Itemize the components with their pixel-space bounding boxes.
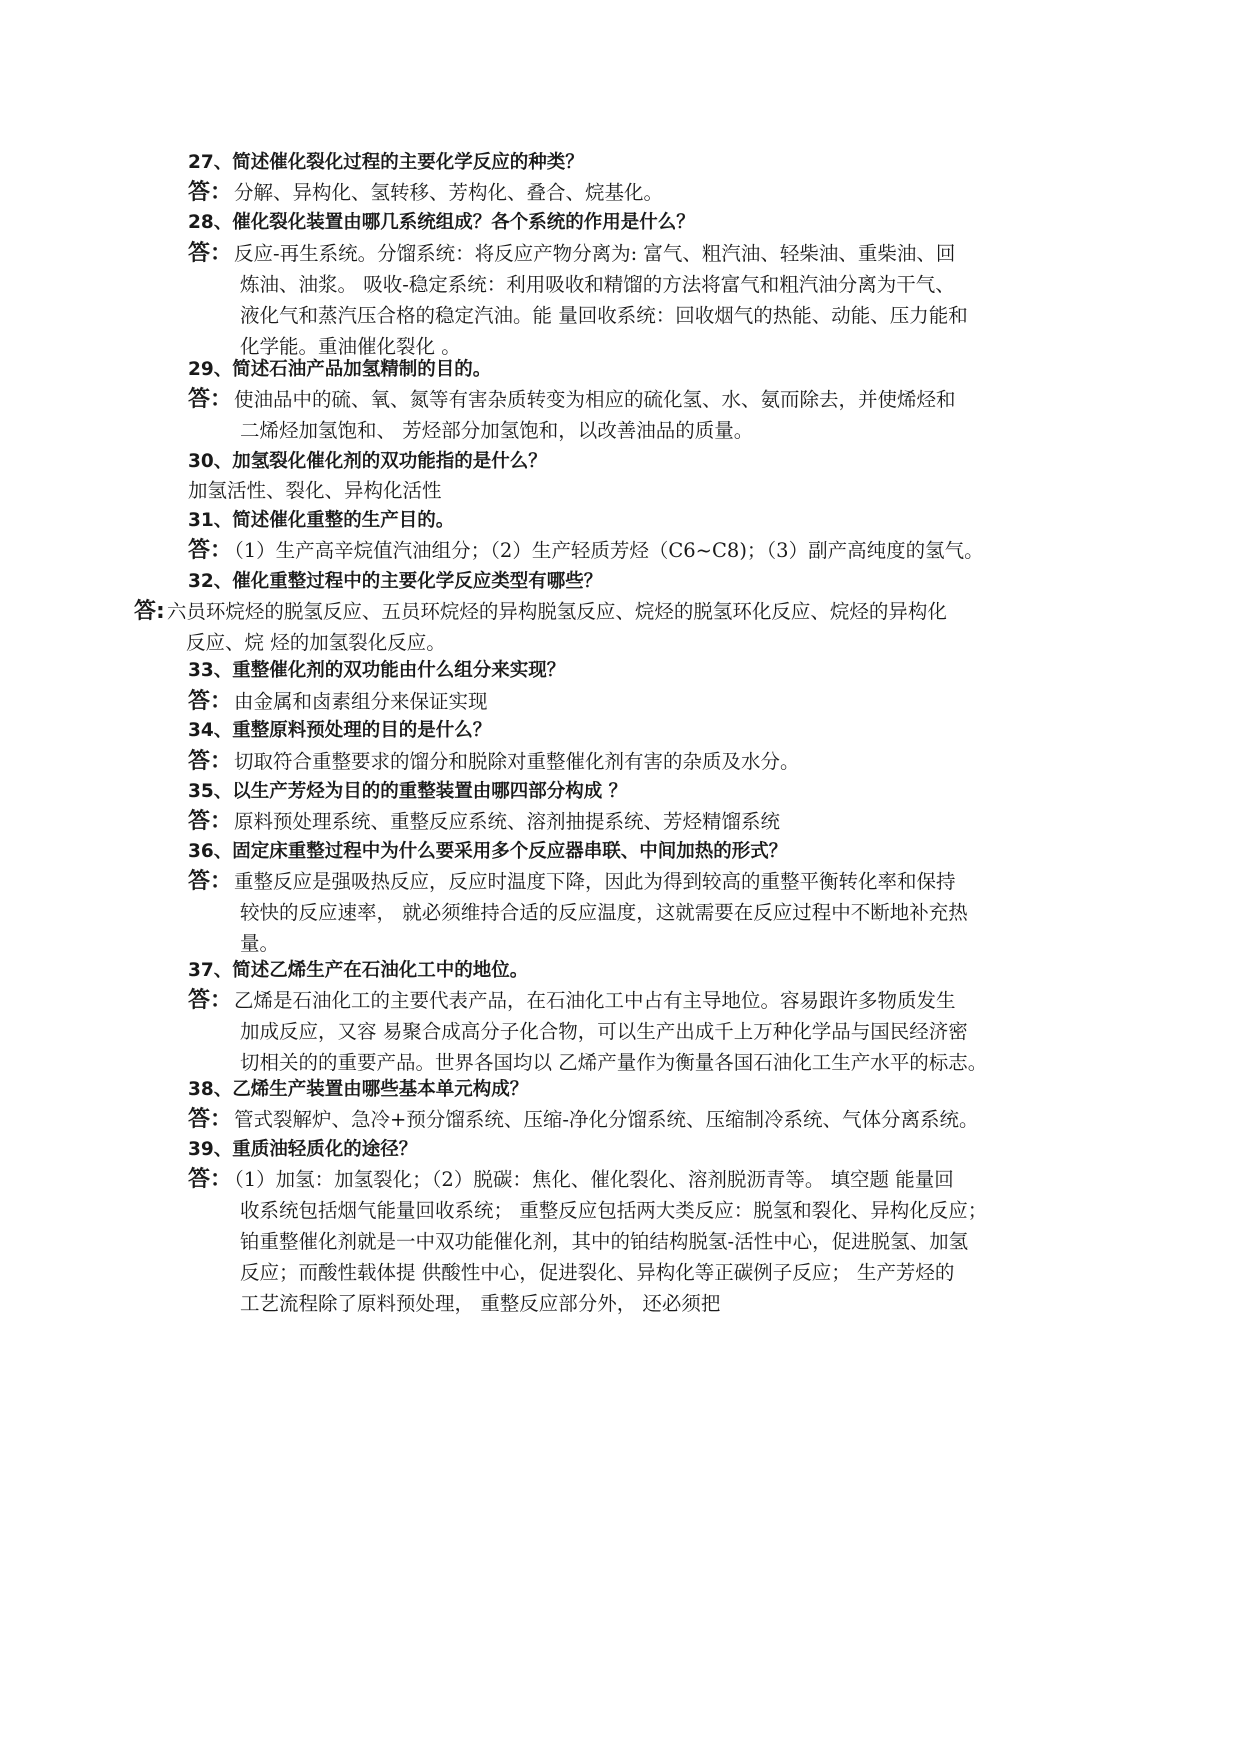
- answer-33: [188, 686, 1068, 717]
- answer-line: （1）加氢：加氢裂化；（2）脱碳：焦化、催化裂化、溶剂脱沥青等。 填空题 能量回: [234, 1168, 954, 1191]
- answer-line: 使油品中的硫、氧、氮等有害杂质转变为相应的硫化氢、水、氨而除去，并使烯烃和: [234, 388, 956, 411]
- answer-29: [188, 384, 1068, 446]
- answer-line: 量。: [240, 932, 280, 955]
- answer-label: 答：: [188, 1167, 233, 1192]
- answer-line: 液化气和蒸汽压合格的稳定汽油。能 量回收系统：回收烟气的热能、动能、压力能和: [240, 304, 968, 327]
- answer-label: 答：: [188, 869, 233, 894]
- answer-line: 分解、异构化、氢转移、芳构化、叠合、烷基化。: [234, 181, 664, 204]
- answer-line: 工艺流程除了原料预处理， 重整反应部分外， 还必须把: [240, 1292, 721, 1315]
- answer-39: [188, 1164, 1068, 1319]
- answer-34: [188, 746, 1068, 777]
- answer-label: 答：: [188, 387, 233, 412]
- answer-27: [188, 177, 1068, 208]
- answer-line: 炼油、油浆。 吸收-稳定系统：利用吸收和精馏的方法将富气和粗汽油分离为干气、: [240, 273, 955, 296]
- answer-line: 原料预处理系统、重整反应系统、溶剂抽提系统、芳烃精馏系统: [234, 810, 781, 833]
- answer-line: 六员环烷烃的脱氢反应、五员环烷烃的异构脱氢反应、烷烃的脱氢环化反应、烷烃的异构化: [166, 600, 947, 623]
- question-36: 36、固定床重整过程中为什么要采用多个反应器串联、中间加热的形式？: [188, 841, 788, 862]
- answer-line: 管式裂解炉、急冷+预分馏系统、压缩-净化分馏系统、压缩制冷系统、气体分离系统。: [234, 1108, 979, 1131]
- answer-37: [188, 985, 1068, 1078]
- answer-28: [188, 238, 1068, 362]
- answer-line: 化学能。重油催化裂化 。: [240, 335, 461, 358]
- answer-line: 反应-再生系统。分馏系统：将反应产物分离为: 富气、粗汽油、轻柴油、重柴油、回: [234, 242, 956, 265]
- question-28: 28、催化裂化装置由哪几系统组成？各个系统的作用是什么？: [188, 212, 695, 233]
- answer-label: 答：: [188, 988, 233, 1013]
- answer-36: [188, 866, 1068, 959]
- answer-line: 铂重整催化剂就是一中双功能催化剂，其中的铂结构脱氢-活性中心，促进脱氢、加氢: [240, 1230, 969, 1253]
- question-37: 37、简述乙烯生产在石油化工中的地位。: [188, 960, 529, 981]
- question-32: 32、催化重整过程中的主要化学反应类型有哪些？: [188, 571, 603, 592]
- answer-line: 重整反应是强吸热反应，反应时温度下降，因此为得到较高的重整平衡转化率和保持: [234, 870, 956, 893]
- question-38: 38、乙烯生产装置由哪些基本单元构成？: [188, 1079, 529, 1100]
- answer-label: 答：: [188, 241, 233, 266]
- answer-line: 反应、烷 烃的加氢裂化反应。: [186, 631, 446, 654]
- answer-line: 收系统包括烟气能量回收系统； 重整反应包括两大类反应：脱氢和裂化、异构化反应；: [240, 1199, 988, 1222]
- question-39: 39、重质油轻质化的途径？: [188, 1139, 418, 1160]
- question-31: 31、简述催化重整的生产目的。: [188, 510, 455, 531]
- answer-label: 答：: [188, 538, 233, 563]
- answer-line: 由金属和卤素组分来保证实现: [234, 690, 488, 713]
- question-29: 29、简述石油产品加氢精制的目的。: [188, 359, 492, 380]
- answer-label: 答：: [188, 1107, 233, 1132]
- answer-line: 加成反应，又容 易聚合成高分子化合物，可以生产出成千上万种化学品与国民经济密: [240, 1020, 968, 1043]
- answer-label: 答:: [134, 599, 165, 624]
- answer-label: 答：: [188, 689, 233, 714]
- answer-line: 乙烯是石油化工的主要代表产品，在石油化工中占有主导地位。容易跟许多物质发生: [234, 989, 956, 1012]
- question-30: 30、加氢裂化催化剂的双功能指的是什么？: [188, 451, 547, 472]
- answer-line: 反应；而酸性载体提 供酸性中心，促进裂化、异构化等正碳例子反应； 生产芳烃的: [240, 1261, 955, 1284]
- answer-31: [188, 535, 1068, 566]
- answer-line: 较快的反应速率， 就必须维持合适的反应温度，这就需要在反应过程中不断地补充热: [240, 901, 968, 924]
- answer-line: 加氢活性、裂化、异构化活性: [188, 479, 442, 502]
- answer-label: 答：: [188, 180, 233, 205]
- question-27: 27、简述催化裂化过程的主要化学反应的种类？: [188, 152, 584, 173]
- question-34: 34、重整原料预处理的目的是什么？: [188, 720, 492, 741]
- answer-line: 二烯烃加氢饱和、 芳烃部分加氢饱和，以改善油品的质量。: [240, 419, 754, 442]
- answer-35: [188, 806, 1068, 837]
- answer-label: 答：: [188, 809, 233, 834]
- answer-38: [188, 1104, 1068, 1135]
- answer-line: （1）生产高辛烷值汽油组分；（2）生产轻质芳烃（C6~C8)；（3）副产高纯度的氢气。: [234, 539, 984, 562]
- answer-label: 答：: [188, 749, 233, 774]
- answer-line: 切取符合重整要求的馏分和脱除对重整催化剂有害的杂质及水分。: [234, 750, 800, 773]
- answer-30: [188, 475, 1068, 506]
- answer-32: [134, 596, 1014, 658]
- answer-line: 切相关的的重要产品。世界各国均以 乙烯产量作为衡量各国石油化工生产水平的标志。: [240, 1051, 988, 1074]
- question-33: 33、重整催化剂的双功能由什么组分来实现？: [188, 660, 566, 681]
- question-35: 35、以生产芳烃为目的的重整装置由哪四部分构成 ？: [188, 781, 628, 802]
